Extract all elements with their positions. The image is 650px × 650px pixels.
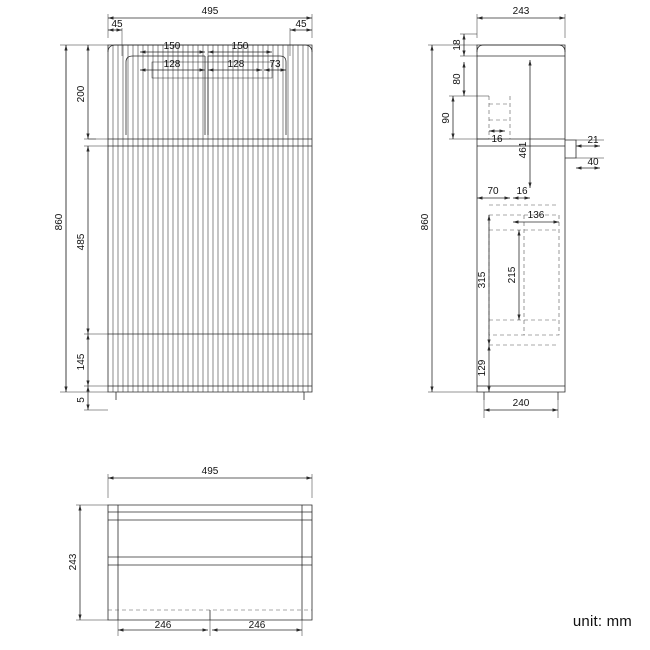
top-view-dimensions bbox=[76, 474, 312, 636]
dim-side-base-129: 129 bbox=[477, 359, 488, 377]
top-view-geometry bbox=[108, 505, 312, 620]
front-view-dimensions bbox=[60, 14, 312, 410]
dim-side-handle-40: 40 bbox=[587, 157, 599, 168]
dim-side-drawer-315: 315 bbox=[477, 271, 488, 289]
dim-side-handle-21: 21 bbox=[587, 135, 599, 146]
dim-top-depth: 243 bbox=[68, 553, 79, 571]
dim-side-top-80: 80 bbox=[452, 73, 463, 85]
dim-side-shelf-16: 16 bbox=[516, 186, 528, 197]
dim-front-right-gap: 45 bbox=[295, 19, 307, 30]
dim-front-right-panel: 73 bbox=[269, 59, 281, 70]
dim-front-left-gap: 45 bbox=[111, 19, 123, 30]
dim-side-drawer-215: 215 bbox=[507, 266, 518, 284]
dim-front-overall-width: 495 bbox=[201, 6, 219, 17]
dim-front-drawer-right-width: 150 bbox=[231, 41, 249, 52]
unit-note: unit: mm bbox=[572, 613, 632, 630]
dim-front-handle-right: 128 bbox=[227, 59, 245, 70]
dim-side-shelf-136: 136 bbox=[527, 210, 545, 221]
dim-side-bracket-16: 16 bbox=[491, 134, 503, 145]
dim-front-top-section-height: 200 bbox=[76, 85, 87, 103]
dim-front-plinth-height: 5 bbox=[76, 397, 87, 403]
dim-front-lower-height: 145 bbox=[76, 353, 87, 371]
dim-side-top-offset: 18 bbox=[452, 39, 463, 51]
dim-side-top-90: 90 bbox=[441, 112, 452, 124]
dim-front-overall-height: 860 bbox=[54, 213, 65, 231]
dim-front-door-height: 485 bbox=[76, 233, 87, 251]
front-view-geometry bbox=[108, 45, 312, 400]
dim-side-body-461: 461 bbox=[518, 141, 529, 159]
dim-side-shelf-70: 70 bbox=[487, 186, 499, 197]
dim-top-left-half: 246 bbox=[154, 620, 172, 631]
dim-top-right-half: 246 bbox=[248, 620, 266, 631]
dim-top-overall-width: 495 bbox=[201, 466, 219, 477]
dim-side-overall-height: 860 bbox=[420, 213, 431, 231]
side-view-geometry bbox=[477, 45, 576, 400]
dim-front-drawer-left-width: 150 bbox=[163, 41, 181, 52]
dim-front-handle-left: 128 bbox=[163, 59, 181, 70]
dim-side-overall-depth: 243 bbox=[512, 6, 530, 17]
dim-side-base-depth: 240 bbox=[512, 398, 530, 409]
